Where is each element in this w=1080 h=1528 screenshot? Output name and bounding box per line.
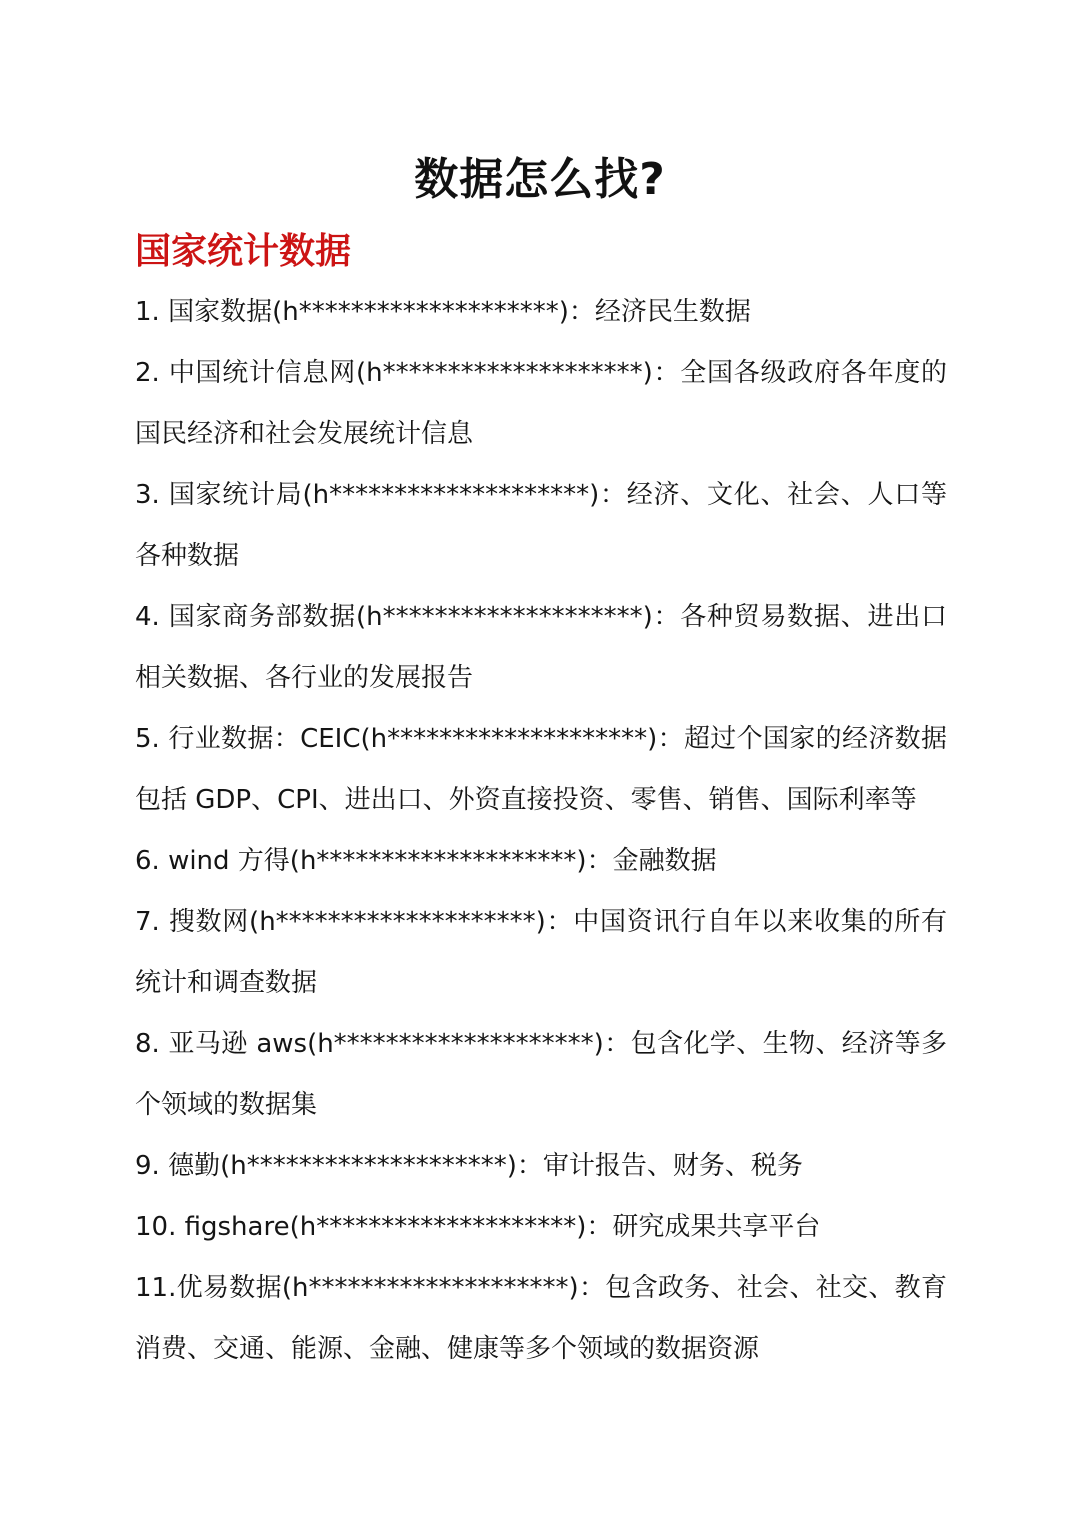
- page-title: 数据怎么找?: [414, 154, 666, 205]
- list-item: 7. 搜数网(h********************)：中国资讯行自年以来收集的所有统计和调查数据: [135, 907, 947, 998]
- list-item: 1. 国家数据(h********************)：经济民生数据: [135, 297, 751, 327]
- list-item: 2. 中国统计信息网(h********************)：全国各级政府各年度的国民经济和社会发展统计信息: [135, 358, 947, 449]
- list-item: 11.优易数据(h********************)：包含政务、社会、社交、教育消费、交通、能源、金融、健康等多个领域的数据资源: [135, 1273, 947, 1364]
- list-item: 10. figshare(h********************)：研究成果共享平台: [135, 1212, 821, 1242]
- data-source-list: [135, 282, 947, 1380]
- list-item: 3. 国家统计局(h********************)：经济、文化、社会、人口等各种数据: [135, 480, 947, 571]
- list-item: 4. 国家商务部数据(h********************)：各种贸易数据、进出口相关数据、各行业的发展报告: [135, 602, 947, 693]
- list-item: 9. 德勤(h********************)：审计报告、财务、税务: [135, 1151, 803, 1181]
- list-item: 5. 行业数据：CEIC(h********************)：超过个国家的经济数据包括 GDP、CPI、进出口、外资直接投资、零售、销售、国际利率等: [135, 724, 947, 815]
- list-item: 6. wind 方得(h********************)：金融数据: [135, 846, 717, 876]
- list-item: 8. 亚马逊 aws(h********************)：包含化学、生物、经济等多个领域的数据集: [135, 1029, 947, 1120]
- section-heading: 国家统计数据: [135, 231, 352, 272]
